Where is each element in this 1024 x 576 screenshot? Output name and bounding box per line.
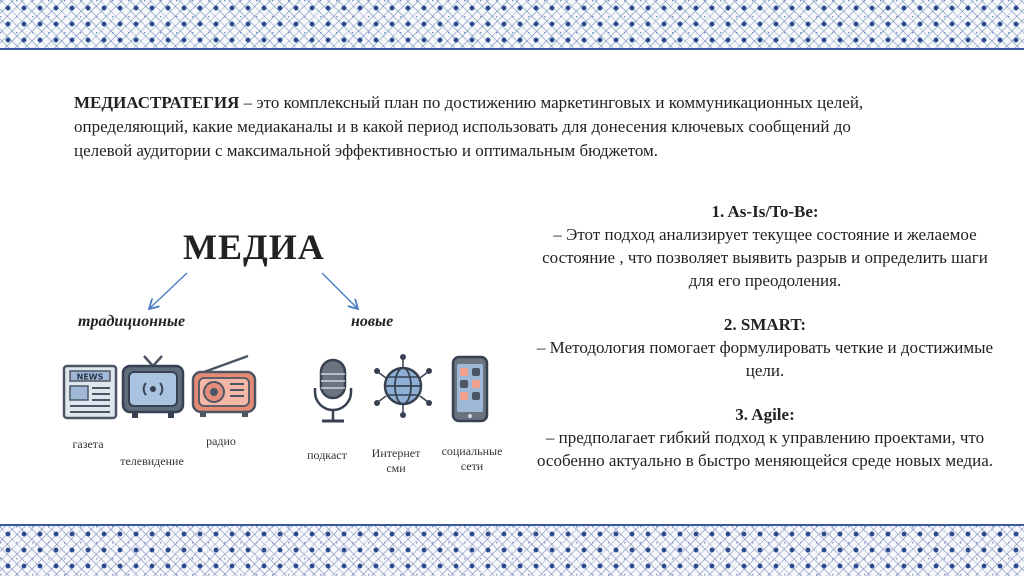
arrow-to-new bbox=[322, 273, 357, 308]
method-title: 3. Agile: bbox=[735, 405, 795, 424]
microphone-icon bbox=[306, 356, 360, 428]
smartphone-icon bbox=[450, 354, 490, 424]
definition-paragraph bbox=[74, 91, 874, 163]
method-text: – Методология помогает формулировать четкие и достижимые цели. bbox=[536, 338, 994, 380]
newspaper-icon bbox=[60, 360, 124, 424]
method-as-is-to-be bbox=[535, 200, 995, 292]
top-ornament-border bbox=[0, 0, 1024, 50]
caption-social-networks: социальные сети bbox=[441, 444, 503, 473]
globe-network-icon bbox=[372, 354, 434, 418]
caption-podcast: подкаст bbox=[307, 448, 347, 462]
svg-text:NEWS: NEWS bbox=[76, 372, 104, 382]
method-text: – предполагает гибкий подход к управлению проектами, что особенно актуально в быстро меняющейся среде новых медиа. bbox=[536, 428, 993, 470]
tv-icon bbox=[120, 352, 186, 422]
definition-text: – это комплексный план по достижению маркетинговых и коммуникационных целей, определяющий, какие медиаканалы и в какой период использовать для донесения ключевых сообщений до целевой аудитории с максимальной эффективностью и оптимальным бюджетом. bbox=[74, 93, 864, 160]
method-title: 1. As-Is/To-Be: bbox=[711, 202, 819, 221]
method-smart bbox=[535, 313, 995, 382]
traditional-media-label: традиционные bbox=[78, 313, 186, 330]
radio-icon bbox=[190, 352, 258, 420]
method-title: 2. SMART: bbox=[723, 315, 807, 334]
bottom-ornament-border bbox=[0, 524, 1024, 576]
caption-internet-media: Интернет сми bbox=[371, 446, 421, 475]
caption-radio: радио bbox=[206, 434, 236, 448]
new-media-label: новые bbox=[351, 313, 394, 330]
arrow-to-traditional bbox=[150, 273, 187, 308]
methods-list bbox=[535, 200, 995, 493]
definition-term: МЕДИАСТРАТЕГИЯ bbox=[74, 93, 240, 112]
media-title: МЕДИА bbox=[183, 227, 325, 267]
caption-newspaper: газета bbox=[72, 437, 104, 451]
method-agile bbox=[535, 403, 995, 472]
method-text: – Этот подход анализирует текущее состояние и желаемое состояние , что позволяет выявить разрыв и определить шаги для его преодоления. bbox=[542, 225, 988, 290]
caption-tv: телевидение bbox=[120, 454, 184, 468]
